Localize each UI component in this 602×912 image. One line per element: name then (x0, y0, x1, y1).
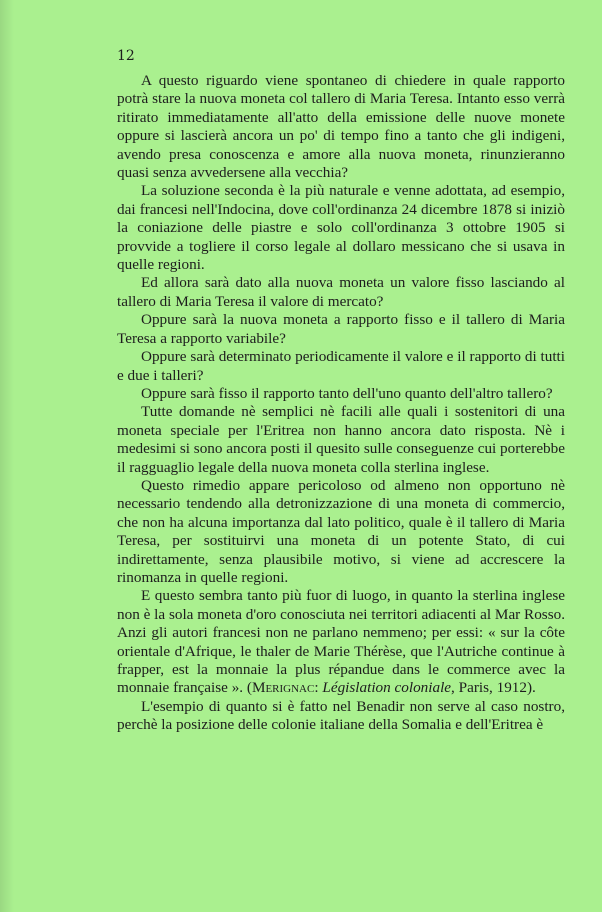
paragraph-6: Oppure sarà fisso il rapporto tanto dell'uno quanto dell'altro tallero? (141, 384, 553, 402)
paragraph-3: Ed allora sarà dato alla nuova moneta un valore fisso lasciando al tallero di Maria Teresa il valore di mercato? (117, 274, 565, 310)
paragraph-8: Questo rimedio appare pericoloso od almeno non opportuno nè necessario tendendo alla detronizzazione di una moneta di commercio, che non ha alcuna importanza dal lato politico, quale è il tallero di Maria Teresa, per sostituirvi una moneta di un potente Stato, di cui indirettamente, senza plausibile motivo, si viene ad accrescere la rinomanza in quelle regioni. (117, 476, 565, 586)
body-text (117, 72, 565, 735)
citation-author: Merignac (251, 679, 315, 697)
paragraph-10: L'esempio di quanto si è fatto nel Benadir non serve al caso nostro, perchè la posizione delle colonie italiane della Somalia e dell'Eritrea è (117, 697, 565, 734)
paragraph-5: Oppure sarà determinato periodicamente il valore e il rapporto di tutti e due i talleri? (117, 348, 565, 384)
page-number: 12 (117, 48, 135, 64)
paragraph-9-text: E questo sembra tanto più fuor di luogo, in quanto la sterlina inglese non è la sola moneta d'oro conosciuta nei territori adiacenti al Mar Rosso. Anzi gli autori francesi non ne parlano nemmeno; per essi: « sur la côte orientale d'Afrique, le thaler de Marie Thérèse, que l'Autriche continue à frapper, est la monnaie la plus répandue dans le commerce avec la monnaie française ». ( (117, 587, 565, 697)
paragraph-1: A questo riguardo viene spontaneo di chiedere in quale rapporto potrà stare la nuova moneta col tallero di Maria Teresa. Intanto esso verrà ritirato immediatamente all'atto della emissione delle nuove monete oppure si lascierà ancora un po' di tempo fino a tanto che gli indigeni, avendo presa conoscenza e amore alla nuova moneta, rinunzieranno quasi senza avvedersene alla vecchia? (117, 72, 565, 182)
citation-title: Législation coloniale (322, 679, 452, 697)
paragraph-4: Oppure sarà la nuova moneta a rapporto fisso e il tallero di Maria Teresa a rapporto variabile? (117, 311, 565, 347)
citation-separator: : (314, 679, 323, 697)
citation-rest: , Paris, 1912). (451, 679, 536, 697)
paragraph-2: La soluzione seconda è la più naturale e venne adottata, ad esempio, dai francesi nell'Indocina, dove coll'ordinanza 24 dicembre 1878 si iniziò la coniazione delle piastre e solo coll'ordinanza 3 ottobre 1905 si provvide a togliere il corso legale al dollaro messicano che si usava in quelle regioni. (117, 182, 565, 274)
paragraph-7: Tutte domande nè semplici nè facili alle quali i sostenitori di una moneta speciale per l'Eritrea non hanno ancora dato risposta. Nè i medesimi si sono ancora posti il quesito sulle conseguenze cui porterebbe il ragguaglio legale della nuova moneta colla sterlina inglese. (117, 403, 565, 476)
paragraph-9 (117, 587, 565, 697)
